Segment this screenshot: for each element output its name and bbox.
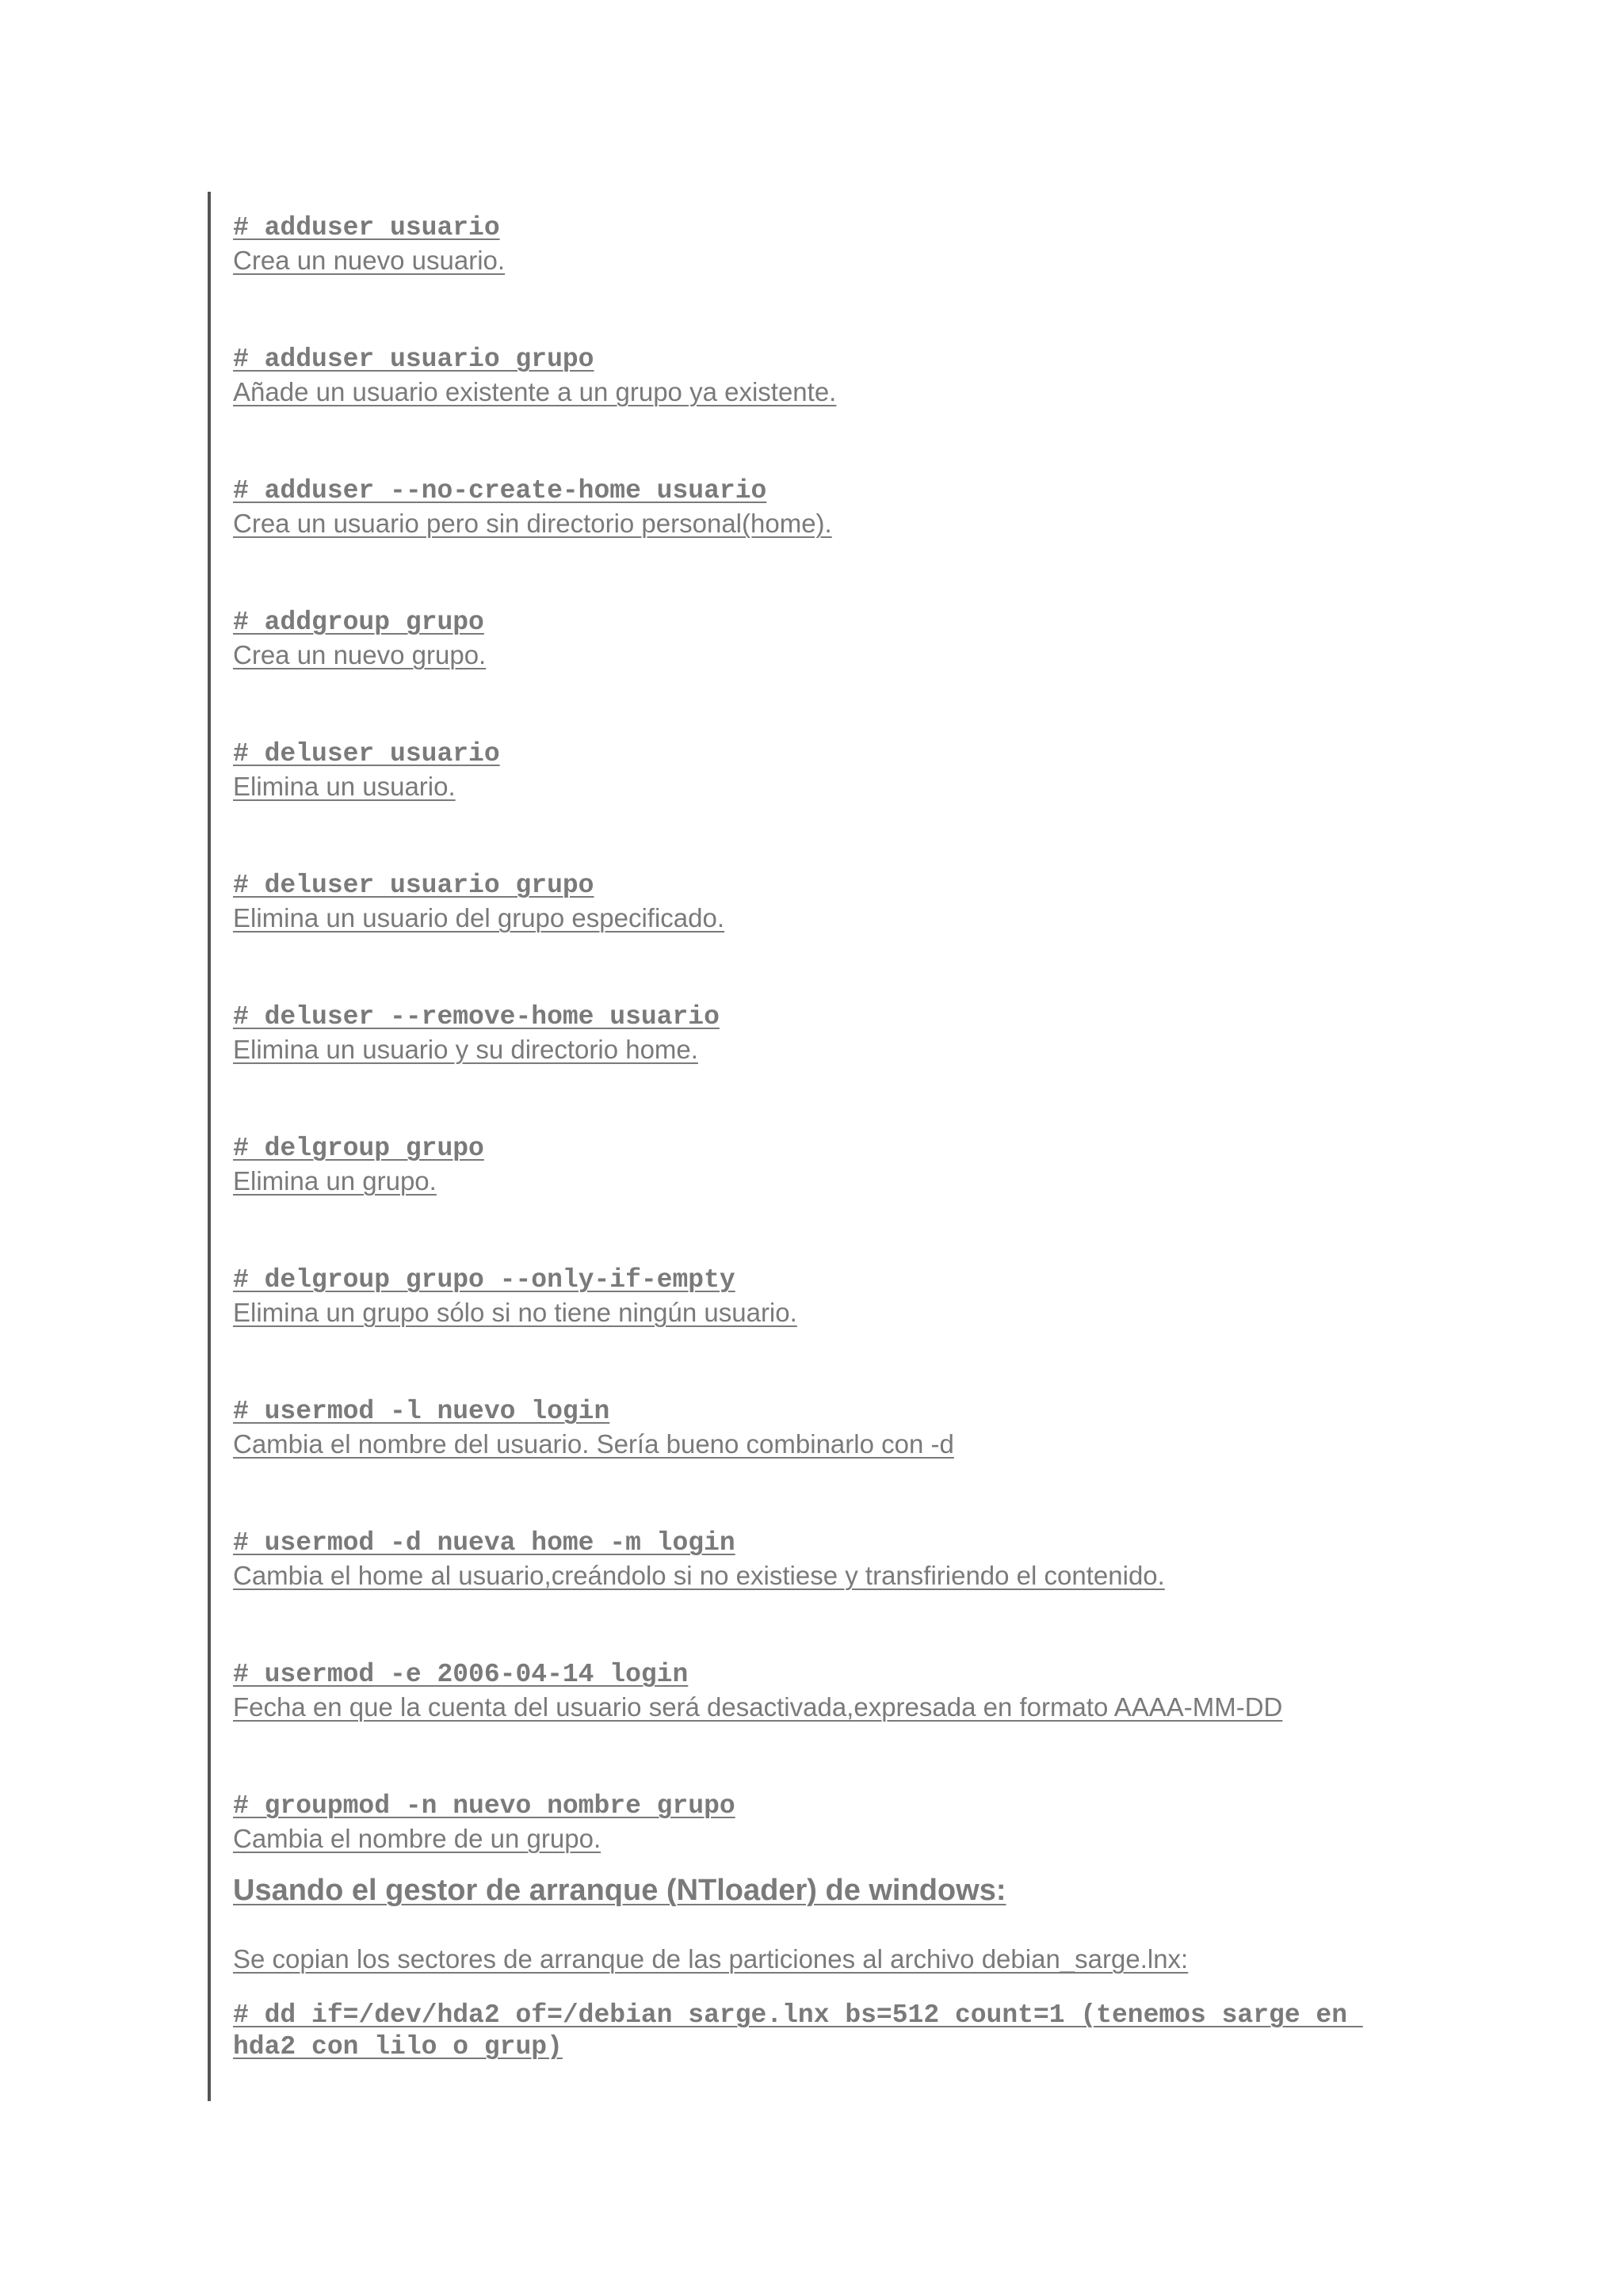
- command-entry: [233, 1133, 1406, 1264]
- left-border-rule: [208, 192, 211, 2101]
- command-entry: [233, 607, 1406, 738]
- command-entry: [233, 1001, 1406, 1133]
- command-description: Elimina un grupo.: [233, 1166, 437, 1196]
- command-text: # groupmod -n nuevo nombre grupo: [233, 1791, 735, 1821]
- command-text: # deluser --remove-home usuario: [233, 1002, 720, 1032]
- command-description: Elimina un usuario del grupo especificado.: [233, 903, 725, 933]
- command-text: # adduser usuario: [233, 213, 500, 242]
- command-entry: [233, 738, 1406, 870]
- command-entry: [233, 1264, 1406, 1396]
- command-text: # usermod -l nuevo login: [233, 1397, 610, 1426]
- command-entry: [233, 1791, 1406, 1879]
- command-text: # adduser --no-create-home usuario: [233, 476, 767, 505]
- command-description: Cambia el nombre de un grupo.: [233, 1824, 601, 1853]
- command-text: # usermod -d nueva home -m login: [233, 1528, 735, 1558]
- command-text: # delgroup grupo --only-if-empty: [233, 1265, 735, 1295]
- command-entry: [233, 1527, 1406, 1659]
- section-paragraph: Se copian los sectores de arranque de las particiones al archivo debian_sarge.lnx:: [233, 1944, 1189, 1974]
- command-description: Añade un usuario existente a un grupo ya existente.: [233, 377, 837, 406]
- command-entry: [233, 212, 1406, 344]
- command-description: Fecha en que la cuenta del usuario será desactivada,expresada en formato AAAA-MM-DD: [233, 1692, 1283, 1722]
- command-description: Crea un nuevo grupo.: [233, 640, 487, 669]
- section-heading: Usando el gestor de arranque (NTloader) de windows:: [233, 1874, 1006, 1907]
- command-entry: [233, 870, 1406, 1001]
- command-entry: [233, 475, 1406, 607]
- command-description: Crea un usuario pero sin directorio personal(home).: [233, 509, 832, 538]
- command-text: # usermod -e 2006-04-14 login: [233, 1660, 689, 1689]
- command-entry: [233, 1396, 1406, 1527]
- command-text: # delgroup grupo: [233, 1134, 484, 1163]
- command-description: Elimina un usuario.: [233, 772, 456, 801]
- command-text: # deluser usuario grupo: [233, 871, 594, 900]
- command-entry: [233, 344, 1406, 475]
- command-description: Elimina un grupo sólo si no tiene ningún usuario.: [233, 1298, 797, 1327]
- command-entry: [233, 1659, 1406, 1791]
- command-text: # addgroup grupo: [233, 608, 484, 637]
- command-text: # adduser usuario grupo: [233, 345, 594, 374]
- command-description: Elimina un usuario y su directorio home.: [233, 1035, 698, 1064]
- command-text: # deluser usuario: [233, 739, 500, 769]
- content-column: [233, 212, 1406, 2063]
- command-description: Cambia el home al usuario,creándolo si no existiese y transfiriendo el contenido.: [233, 1561, 1165, 1590]
- command-description: Cambia el nombre del usuario. Sería bueno combinarlo con -d: [233, 1429, 954, 1459]
- command-description: Crea un nuevo usuario.: [233, 246, 506, 275]
- section-command: # dd if=/dev/hda2 of=/debian sarge.lnx bs=512 count=1 (tenemos sarge en hda2 con lilo o grup): [233, 2000, 1363, 2061]
